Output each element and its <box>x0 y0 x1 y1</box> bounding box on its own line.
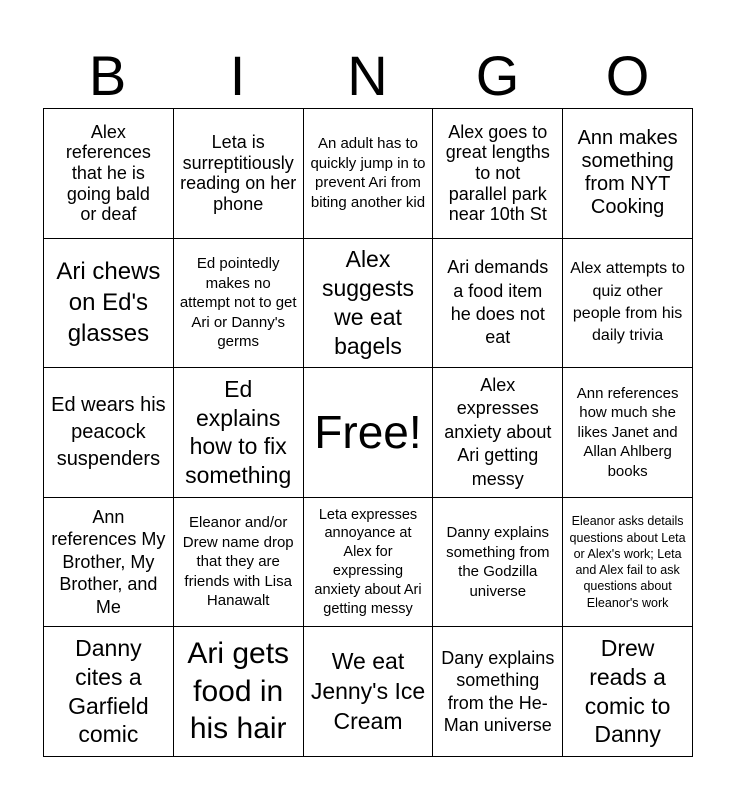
bingo-cell[interactable] <box>174 627 304 757</box>
bingo-cell[interactable] <box>304 627 434 757</box>
cell-text: Alex expresses anxiety about Ari getting messy <box>444 375 552 489</box>
cell-text: Ari demands a food item he does not eat <box>447 257 549 348</box>
bingo-cell[interactable] <box>304 109 434 239</box>
cell-text: Alex attempts to quiz other people from his daily trivia <box>570 260 685 345</box>
cell-text: Danny cites a Garfield comic <box>68 635 149 748</box>
cell-text: Leta expresses annoyance at Alex for expressing anxiety about Ari getting messy <box>314 506 422 617</box>
cell-text: Alex goes to great lengths to not parallel park near 10th St <box>445 121 550 225</box>
bingo-cell[interactable] <box>44 239 174 369</box>
bingo-cell[interactable] <box>433 109 563 239</box>
header-letter-i: I <box>229 44 247 107</box>
cell-text: Ann references My Brother, My Brother, and Me <box>51 506 166 617</box>
bingo-cell[interactable] <box>433 627 563 757</box>
bingo-cell[interactable] <box>304 498 434 628</box>
cell-text: Alex suggests we eat bagels <box>321 246 415 359</box>
bingo-cell[interactable] <box>174 368 304 498</box>
bingo-cell[interactable] <box>44 368 174 498</box>
bingo-cell[interactable] <box>174 498 304 628</box>
bingo-header <box>43 44 693 108</box>
bingo-cell[interactable] <box>433 368 563 498</box>
cell-text: Ed pointedly makes no attempt not to get Ari or Danny's germs <box>179 255 297 351</box>
free-space: Free! <box>314 406 422 459</box>
bingo-grid <box>43 108 693 757</box>
header-letter-n: N <box>347 44 389 107</box>
bingo-cell[interactable] <box>563 368 693 498</box>
cell-text: We eat Jenny's Ice Cream <box>310 647 426 734</box>
bingo-cell[interactable] <box>304 368 434 498</box>
cell-text: Leta is surreptitiously reading on her phone <box>180 131 297 214</box>
cell-text: Ann references how much she likes Janet and Allan Ahlberg books <box>576 384 679 480</box>
header-letter-g: G <box>475 44 521 107</box>
bingo-cell[interactable] <box>563 627 693 757</box>
cell-text: Ari gets food in his hair <box>187 637 290 746</box>
bingo-cell[interactable] <box>44 498 174 628</box>
cell-text: Eleanor and/or Drew name drop that they are friends with Lisa Hanawalt <box>182 514 294 610</box>
bingo-cell[interactable] <box>563 239 693 369</box>
cell-text: Ed explains how to fix something <box>185 375 292 489</box>
cell-text: Drew reads a comic to Danny <box>584 635 671 748</box>
bingo-cell[interactable] <box>304 239 434 369</box>
cell-text: An adult has to quickly jump in to prevent Ari from biting another kid <box>310 135 426 211</box>
cell-text: Ann makes something from NYT Cooking <box>577 127 678 219</box>
bingo-cell[interactable] <box>44 627 174 757</box>
cell-text: Ari chews on Ed's glasses <box>56 258 161 348</box>
cell-text: Dany explains something from the He-Man universe <box>441 647 555 736</box>
bingo-cell[interactable] <box>563 498 693 628</box>
header-letter-o: O <box>605 44 651 107</box>
bingo-cell[interactable] <box>433 239 563 369</box>
bingo-cell[interactable] <box>433 498 563 628</box>
cell-text: Eleanor asks details questions about Leta or Alex's work; Leta and Alex fail to ask questions about Eleanor's work <box>569 514 686 610</box>
bingo-cell[interactable] <box>174 109 304 239</box>
cell-text: Danny explains something from the Godzilla universe <box>446 524 550 600</box>
header-letter-b: B <box>88 44 128 107</box>
cell-text: Ed wears his peacock suspenders <box>51 393 166 470</box>
bingo-cell[interactable] <box>174 239 304 369</box>
bingo-cell[interactable] <box>44 109 174 239</box>
cell-text: Alex references that he is going bald or deaf <box>65 121 151 225</box>
bingo-cell[interactable] <box>563 109 693 239</box>
